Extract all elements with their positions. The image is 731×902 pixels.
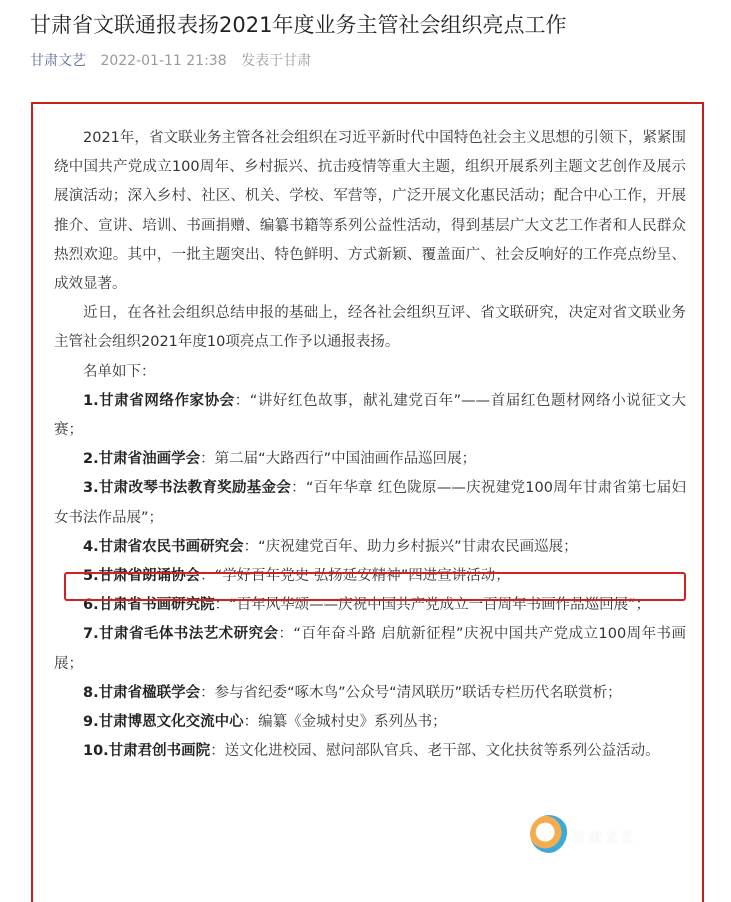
org-name: 4.甘肃省农民书画研究会 — [83, 538, 244, 555]
list-item — [54, 708, 686, 737]
decision-paragraph: 近日，在各社会组织总结申报的基础上，经各社会组织互评、省文联研究，决定对省文联业务主管社会组织2021年度10项亮点工作予以通报表扬。 — [54, 305, 686, 351]
item-desc: ：“百年华章 红色陇原——庆祝建党100周年甘肃省第七届妇女书法作品展”； — [54, 480, 687, 526]
org-name: 3.甘肃改琴书法教育奖励基金会 — [83, 480, 292, 497]
org-name: 5.甘肃省朗诵协会 — [83, 568, 201, 585]
article-body — [54, 124, 686, 766]
list-item — [54, 620, 686, 678]
intro-paragraph: 2021年，省文联业务主管各社会组织在习近平新时代中国特色社会主义思想的引领下，紧紧围绕中国共产党成立100周年、乡村振兴、抗击疫情等重大主题，组织开展系列主题文艺创作及展示展演活动；深入乡村、社区、机关、学校、军营等，广泛开展文化惠民活动；配合中心工作，开展推介、宣讲、培训、书画捐赠、编纂书籍等系列公益性活动，得到基层广大文艺工作者和人民群众热烈欢迎。其中，一批主题突出、特色鲜明、方式新颖、覆盖面广、社会反响好的工作亮点纷呈、成效显著。 — [54, 130, 686, 293]
account-name-link[interactable]: 甘肃文艺 — [30, 53, 86, 69]
publish-datetime: 2022-01-11 21:38 — [100, 53, 227, 69]
publish-location: 发表于甘肃 — [241, 53, 312, 69]
list-item — [54, 679, 686, 708]
highlight-box — [64, 572, 686, 601]
gansu-wenyi-logo-icon — [530, 815, 568, 853]
item-desc: ：“百年风华颂——庆祝中国共产党成立一百周年书画作品巡回展”； — [214, 597, 651, 614]
list-item — [54, 474, 686, 532]
org-name: 1.甘肃省网络作家协会 — [83, 392, 235, 409]
org-name: 7.甘肃省毛体书法艺术研究会 — [83, 626, 279, 643]
item-desc: ：参与省纪委“啄木鸟”公众号“清风联历”联话专栏历代名联赏析； — [200, 684, 622, 701]
item-desc: ：送文化进校园、慰问部队官兵、老干部、文化扶贫等系列公益活动。 — [210, 743, 660, 760]
list-item — [54, 445, 686, 474]
item-desc: ：“讲好红色故事，献礼建党百年”——首届红色题材网络小说征文大赛； — [54, 392, 686, 439]
item-desc: ：第二届“大路西行”中国油画作品巡回展； — [200, 451, 477, 468]
list-item — [54, 387, 686, 445]
watermark — [530, 815, 720, 859]
item-desc: ：编纂《金城村史》系列丛书； — [243, 714, 447, 731]
list-item — [54, 533, 686, 562]
org-name: 8.甘肃省楹联学会 — [83, 684, 201, 701]
list-item — [54, 737, 686, 766]
item-desc: ：“百年奋斗路 启航新征程”庆祝中国共产党成立100周年书画展； — [54, 626, 686, 672]
item-desc: ：“学好百年党史 弘扬延安精神”四进宣讲活动； — [200, 568, 510, 585]
article-title: 甘肃省文联通报表扬2021年度业务主管社会组织亮点工作 — [30, 13, 567, 37]
watermark-text: 甘肃文艺 — [572, 830, 636, 846]
list-intro: 名单如下： — [83, 363, 156, 380]
org-name: 2.甘肃省油画学会 — [83, 451, 201, 468]
org-name: 6.甘肃省书画研究院 — [83, 597, 215, 614]
org-name: 9.甘肃博恩文化交流中心 — [83, 714, 244, 731]
org-name: 10.甘肃君创书画院 — [83, 743, 211, 760]
article-meta — [30, 50, 321, 70]
item-desc: ：“庆祝建党百年、助力乡村振兴”甘肃农民画巡展； — [243, 538, 578, 555]
